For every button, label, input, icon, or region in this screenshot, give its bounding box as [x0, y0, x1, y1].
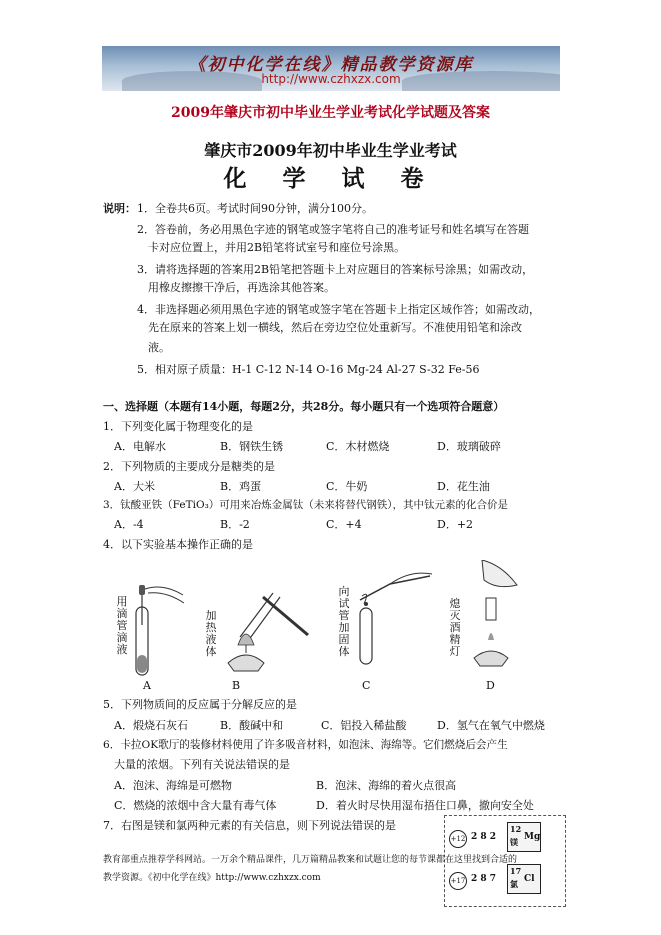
figure-b-heating — [218, 585, 313, 675]
option-a[interactable]: A．泡沫、海绵是可燃物 — [114, 779, 232, 792]
instructions-label: 说明： — [103, 202, 136, 215]
option-b[interactable]: B．钢铁生锈 — [220, 440, 284, 453]
figure-c-add-solid — [350, 570, 440, 670]
option-a[interactable]: A．电解水 — [114, 440, 166, 453]
mg-name: 镁 — [510, 837, 518, 847]
option-c[interactable]: C．木材燃烧 — [326, 440, 390, 453]
question-stem: 2．下列物质的主要成分是糖类的是 — [103, 460, 275, 473]
question-stem: 7．右图是镁和氯两种元素的有关信息，则下列说法错误的是 — [103, 819, 396, 832]
figure-option-a[interactable]: A — [143, 679, 151, 692]
option-d[interactable]: D．氢气在氧气中燃烧 — [437, 719, 545, 732]
instruction-line: 4．非选择题必须用黑色字迹的钢笔或签字笔在答题卡上指定区域作答；如需改动， — [137, 303, 540, 316]
figure-a-dropper — [128, 585, 188, 680]
question-stem-continued: 大量的浓烟。下列有关说法错误的是 — [114, 758, 290, 771]
section-title: 一、选择题（本题有14小题，每题2分，共28分。每小题只有一个选项符合题意） — [103, 400, 505, 413]
instruction-line: 卡对应位置上，并用2B铅笔将试室号和座位号涂黑。 — [148, 241, 406, 254]
option-d[interactable]: D．花生油 — [437, 480, 490, 493]
figure-d-extinguish — [462, 560, 532, 670]
option-b[interactable]: B．鸡蛋 — [220, 480, 262, 493]
exam-heading: 肇庆市2009年初中毕业生学业考试 — [204, 141, 457, 160]
instruction-line: 1．全卷共6页。考试时间90分钟，满分100分。 — [137, 202, 373, 215]
option-b[interactable]: B．酸碱中和 — [220, 719, 284, 732]
instruction-line: 液。 — [148, 341, 170, 354]
footer-line: 教学资源。《初中化学在线》http://www.czhxzx.com — [103, 873, 321, 883]
instruction-line: 2．答卷前，务必用黑色字迹的钢笔或签字笔将自己的准考证号和姓名填写在答题 — [137, 223, 529, 236]
question-stem: 4．以下实验基本操作正确的是 — [103, 538, 253, 551]
figure-label-b: 加热液体 — [205, 609, 217, 658]
question-stem: 5．下列物质间的反应属于分解反应的是 — [103, 698, 297, 711]
option-a[interactable]: A．-4 — [114, 518, 144, 531]
option-a[interactable]: A．大米 — [114, 480, 155, 493]
instruction-line: 用橡皮擦擦干净后，再选涂其他答案。 — [148, 281, 335, 294]
option-d[interactable]: D．着火时尽快用湿布捂住口鼻，撤向安全处 — [316, 799, 534, 812]
question-stem: 3．钛酸亚铁（FeTiO₃）可用来冶炼金属钛（未来将替代钢铁），其中钛元素的化合价是 — [103, 499, 509, 511]
figure-option-d[interactable]: D — [486, 679, 495, 692]
page-title: 2009年肇庆市初中毕业生学业考试化学试题及答案 — [171, 105, 490, 121]
mg-tile — [507, 822, 541, 852]
mg-number: 12 — [510, 824, 522, 834]
instruction-line: 先在原来的答案上划一横线，然后在旁边空位处重新写。不准使用铅笔和涂改 — [148, 321, 522, 334]
question-stem: 1．下列变化属于物理变化的是 — [103, 420, 253, 433]
cl-nucleus: +17 — [449, 872, 467, 890]
figure-option-c[interactable]: C — [362, 679, 371, 692]
paper-name: 化 学 试 卷 — [223, 165, 438, 192]
option-c[interactable]: C．+4 — [326, 518, 362, 531]
figure-label-c: 向试管加固体 — [338, 585, 350, 658]
instruction-line: 5．相对原子质量：H-1 C-12 N-14 O-16 Mg-24 Al-27 S-32 Fe-56 — [137, 363, 480, 376]
mg-symbol: Mg — [524, 832, 541, 842]
option-d[interactable]: D．玻璃破碎 — [437, 440, 501, 453]
banner-title: 《初中化学在线》精品教学资源库 — [188, 55, 474, 75]
question-stem: 6．卡拉OK歌厅的装修材料使用了许多吸音材料，如泡沫、海绵等。它们燃烧后会产生 — [103, 739, 508, 751]
option-c[interactable]: C．铝投入稀盐酸 — [321, 719, 407, 732]
instruction-line: 3．请将选择题的答案用2B铅笔把答题卡上对应题目的答案标号涂黑；如需改动， — [137, 263, 534, 276]
cl-shells: 2 8 7 — [471, 874, 497, 884]
header-banner — [102, 46, 560, 91]
cl-number: 17 — [510, 866, 522, 876]
cl-symbol: Cl — [524, 874, 535, 884]
option-b[interactable]: B．-2 — [220, 518, 250, 531]
option-a[interactable]: A．煅烧石灰石 — [114, 719, 188, 732]
option-c[interactable]: C．牛奶 — [326, 480, 368, 493]
option-c[interactable]: C．燃烧的浓烟中含大量有毒气体 — [114, 799, 277, 812]
figure-option-b[interactable]: B — [232, 679, 241, 692]
option-b[interactable]: B．泡沫、海绵的着火点很高 — [316, 779, 457, 792]
figure-label-d: 熄灭酒精灯 — [449, 597, 461, 658]
figure-label-a: 用滴管滴液 — [116, 595, 128, 656]
mg-shells: 2 8 2 — [471, 832, 497, 842]
cl-name: 氯 — [510, 879, 518, 889]
cl-tile — [507, 864, 541, 894]
option-d[interactable]: D．+2 — [437, 518, 474, 531]
footer-line: 教育部重点推荐学科网站。一万余个精品课件，几万篇精品教案和试题让您的每节课都在这里找到合适的 — [103, 855, 518, 865]
banner-url[interactable]: http://www.czhxzx.com — [261, 72, 401, 86]
mg-nucleus: +12 — [449, 830, 467, 848]
